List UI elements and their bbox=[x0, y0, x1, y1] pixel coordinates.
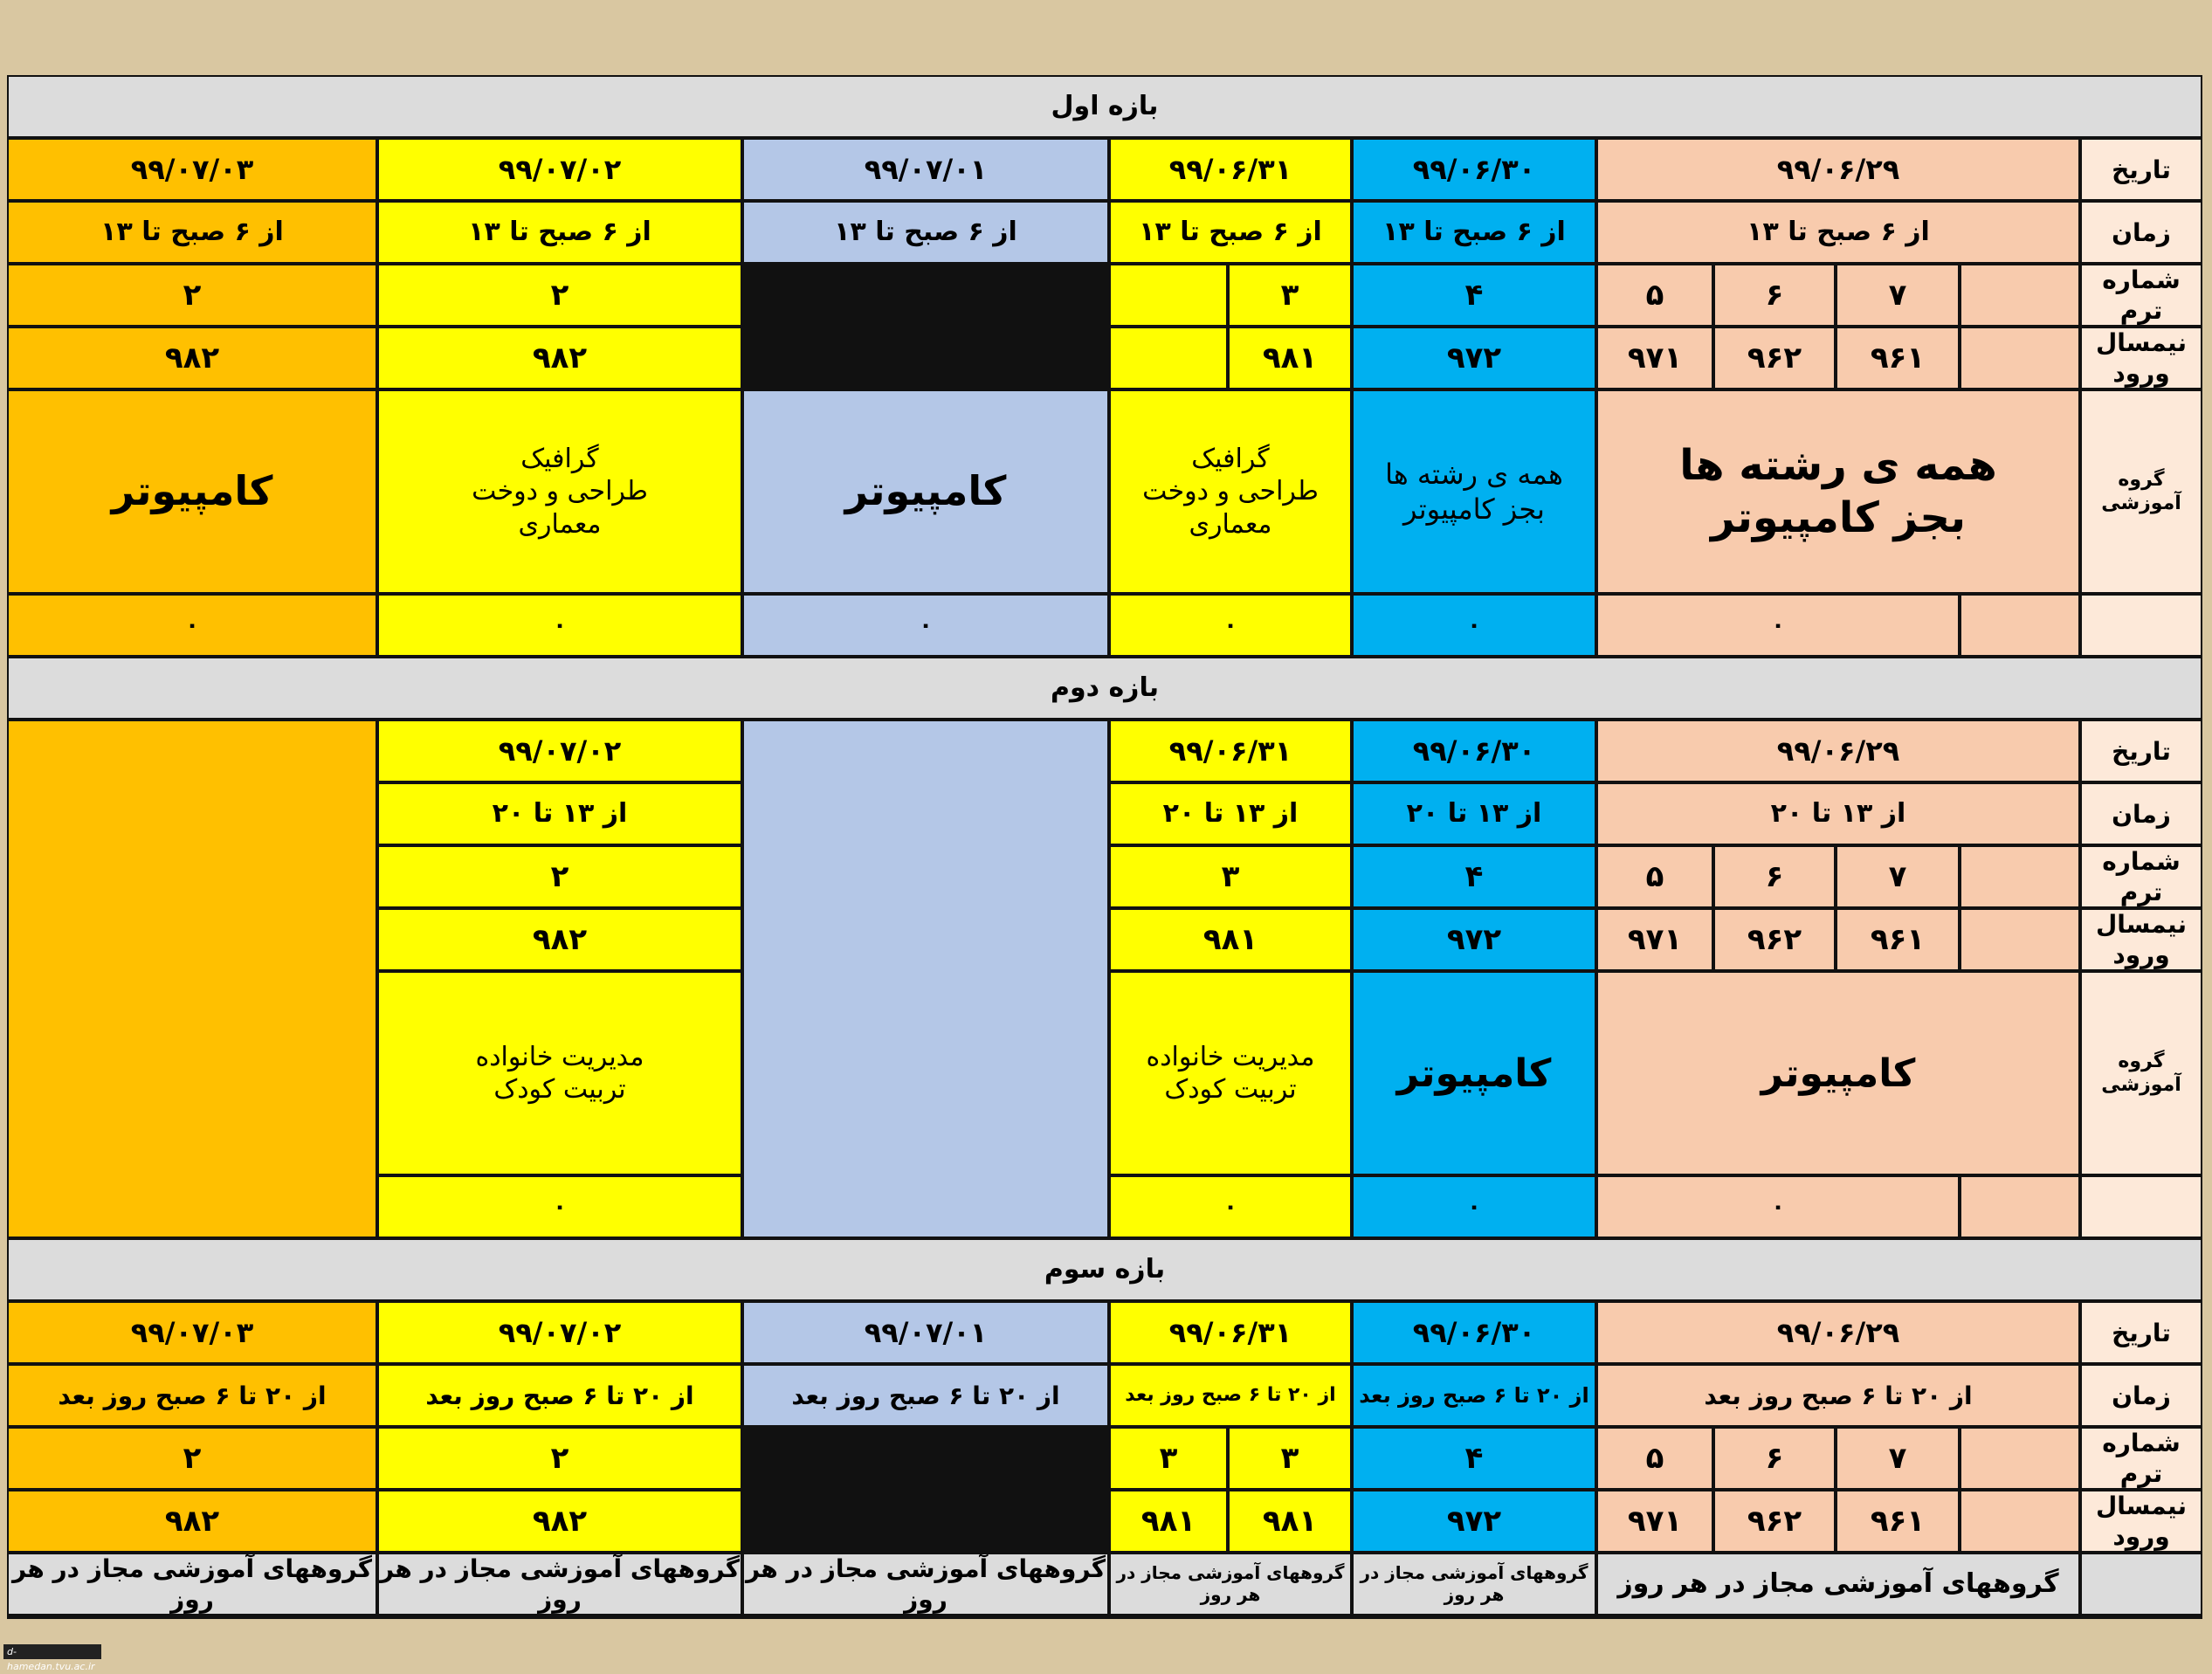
term-cell: ۲ bbox=[379, 1429, 741, 1488]
term-cell: ۴ bbox=[1354, 265, 1595, 325]
term-cell: ۴ bbox=[1354, 847, 1595, 906]
empty-column bbox=[9, 721, 376, 1237]
term-cell: ۵ bbox=[1598, 265, 1712, 325]
date-cell: ۹۹/۰۷/۰۱ bbox=[744, 1303, 1107, 1362]
term-cell: ۶ bbox=[1715, 847, 1834, 906]
zero-cell: ۰ bbox=[1598, 596, 1958, 655]
term-cell: ۶ bbox=[1715, 1429, 1834, 1488]
group-cell: همه ی رشته ها بجز کامپیوتر bbox=[1598, 391, 2078, 592]
label-entry: نیمسال ورود bbox=[2082, 328, 2201, 388]
time-cell: از ۲۰ تا ۶ صبح روز بعد bbox=[1111, 1366, 1350, 1425]
group-cell: گرافیک طراحی و دوخت معماری bbox=[1111, 391, 1350, 592]
label-time: زمان bbox=[2082, 1366, 2201, 1425]
allowed-groups-cell: گروههای آموزشی مجاز در هر روز bbox=[9, 1554, 376, 1614]
entry-cell: ۹۷۲ bbox=[1354, 328, 1595, 388]
zero-cell: ۰ bbox=[1111, 596, 1350, 655]
group-cell: مدیریت خانواده تربیت کودک bbox=[379, 973, 741, 1174]
entry-cell: ۹۸۱ bbox=[1111, 1491, 1226, 1551]
entry-cell: ۹۷۲ bbox=[1354, 910, 1595, 969]
entry-cell: ۹۸۲ bbox=[379, 1491, 741, 1551]
time-cell: از ۶ صبح تا ۱۳ bbox=[744, 203, 1107, 262]
entry-cell: ۹۸۱ bbox=[1230, 328, 1350, 388]
date-cell: ۹۹/۰۶/۳۰ bbox=[1354, 140, 1595, 199]
time-cell: از ۶ صبح تا ۱۳ bbox=[9, 203, 376, 262]
entry-cell: ۹۶۲ bbox=[1715, 910, 1834, 969]
term-cell-empty bbox=[1961, 847, 2078, 906]
date-cell: ۹۹/۰۷/۰۳ bbox=[9, 140, 376, 199]
zero-cell: ۰ bbox=[379, 596, 741, 655]
term-cell: ۷ bbox=[1837, 847, 1958, 906]
time-cell: از ۱۳ تا ۲۰ bbox=[1111, 784, 1350, 844]
time-cell: از ۶ صبح تا ۱۳ bbox=[379, 203, 741, 262]
entry-cell-empty bbox=[1961, 910, 2078, 969]
zero-cell: ۰ bbox=[744, 596, 1107, 655]
group-cell: کامپیوتر bbox=[1598, 973, 2078, 1174]
entry-cell: ۹۷۱ bbox=[1598, 910, 1712, 969]
label-date: تاریخ bbox=[2082, 721, 2201, 781]
entry-cell: ۹۷۱ bbox=[1598, 1491, 1712, 1551]
entry-cell: ۹۸۲ bbox=[9, 328, 376, 388]
term-cell: ۳ bbox=[1111, 1429, 1226, 1488]
group-cell: کامپیوتر bbox=[9, 391, 376, 592]
allowed-groups-cell: گروههای آموزشی مجاز در هر روز bbox=[745, 1554, 1106, 1614]
label-date: تاریخ bbox=[2082, 1303, 2201, 1362]
term-cell: ۲ bbox=[9, 265, 376, 325]
term-cell: ۵ bbox=[1598, 847, 1712, 906]
zero-cell: ۰ bbox=[1354, 596, 1595, 655]
entry-cell: ۹۷۲ bbox=[1354, 1491, 1595, 1551]
time-cell: از ۱۳ تا ۲۰ bbox=[379, 784, 741, 844]
time-cell: از ۱۳ تا ۲۰ bbox=[1354, 784, 1595, 844]
term-cell: ۲ bbox=[379, 847, 741, 906]
date-cell: ۹۹/۰۷/۰۲ bbox=[379, 1303, 741, 1362]
zero-cell: ۰ bbox=[1598, 1177, 1958, 1237]
date-cell: ۹۹/۰۶/۲۹ bbox=[1598, 721, 2078, 781]
term-cell-empty bbox=[1961, 265, 2078, 325]
label-term: شماره ترم bbox=[2082, 265, 2201, 325]
label-entry: نیمسال ورود bbox=[2082, 1491, 2201, 1551]
label-group: گروه آموزشی bbox=[2082, 391, 2201, 592]
date-cell: ۹۹/۰۷/۰۳ bbox=[9, 1303, 376, 1362]
section-title: بازه اول bbox=[9, 77, 2201, 136]
term-cell: ۷ bbox=[1837, 265, 1958, 325]
zero-cell-empty bbox=[1961, 1177, 2078, 1237]
entry-cell: ۹۸۲ bbox=[379, 328, 741, 388]
section-title: بازه سوم bbox=[9, 1240, 2201, 1299]
term-cell-empty bbox=[1961, 1429, 2078, 1488]
label-empty bbox=[2082, 1177, 2201, 1237]
date-cell: ۹۹/۰۷/۰۲ bbox=[379, 721, 741, 781]
time-cell: از ۶ صبح تا ۱۳ bbox=[1111, 203, 1350, 262]
zero-cell: ۰ bbox=[1354, 1177, 1595, 1237]
time-cell: از ۱۳ تا ۲۰ bbox=[1598, 784, 2078, 844]
entry-cell: ۹۶۱ bbox=[1837, 1491, 1958, 1551]
term-cell: ۲ bbox=[9, 1429, 376, 1488]
empty-column bbox=[744, 721, 1107, 1237]
group-cell: مدیریت خانواده تربیت کودک bbox=[1111, 973, 1350, 1174]
time-cell: از ۶ صبح تا ۱۳ bbox=[1354, 203, 1595, 262]
entry-cell-empty bbox=[1961, 328, 2078, 388]
entry-cell: ۹۶۲ bbox=[1715, 328, 1834, 388]
term-cell: ۳ bbox=[1111, 847, 1350, 906]
schedule-table bbox=[7, 75, 2202, 1619]
date-cell: ۹۹/۰۶/۳۰ bbox=[1354, 1303, 1595, 1362]
group-cell: کامپیوتر bbox=[744, 391, 1107, 592]
time-cell: از ۲۰ تا ۶ صبح روز بعد bbox=[1598, 1366, 2078, 1425]
entry-cell: ۹۸۲ bbox=[379, 910, 741, 969]
time-cell: از ۶ صبح تا ۱۳ bbox=[1598, 203, 2078, 262]
term-cell: ۳ bbox=[1230, 265, 1350, 325]
allowed-groups-cell: گروههای آموزشی مجاز در هر روز bbox=[1111, 1554, 1350, 1614]
term-cell: ۲ bbox=[379, 265, 741, 325]
entry-cell: ۹۶۲ bbox=[1715, 1491, 1834, 1551]
term-cell-empty bbox=[1111, 265, 1226, 325]
term-cell: ۵ bbox=[1598, 1429, 1712, 1488]
entry-cell-empty bbox=[1961, 1491, 2078, 1551]
time-cell: از ۲۰ تا ۶ صبح روز بعد bbox=[1354, 1366, 1595, 1425]
term-cell: ۴ bbox=[1354, 1429, 1595, 1488]
entry-cell: ۹۸۱ bbox=[1230, 1491, 1350, 1551]
label-date: تاریخ bbox=[2082, 140, 2201, 199]
zero-cell: ۰ bbox=[379, 1177, 741, 1237]
label-term: شماره ترم bbox=[2082, 1429, 2201, 1488]
date-cell: ۹۹/۰۷/۰۲ bbox=[379, 140, 741, 199]
allowed-groups-cell: گروههای آموزشی مجاز در هر روز bbox=[1598, 1554, 2078, 1614]
group-cell: همه ی رشته ها بجز کامپیوتر bbox=[1354, 391, 1595, 592]
section-title: بازه دوم bbox=[9, 658, 2201, 718]
entry-cell: ۹۶۱ bbox=[1837, 328, 1958, 388]
date-cell: ۹۹/۰۶/۳۱ bbox=[1111, 1303, 1350, 1362]
term-cell: ۶ bbox=[1715, 265, 1834, 325]
entry-cell: ۹۸۲ bbox=[9, 1491, 376, 1551]
term-cell: ۷ bbox=[1837, 1429, 1958, 1488]
date-cell: ۹۹/۰۶/۳۱ bbox=[1111, 140, 1350, 199]
allowed-groups-cell: گروههای آموزشی مجاز در هر روز bbox=[379, 1554, 741, 1614]
date-cell: ۹۹/۰۶/۳۰ bbox=[1354, 721, 1595, 781]
zero-cell: ۰ bbox=[1111, 1177, 1350, 1237]
term-cell: ۳ bbox=[1230, 1429, 1350, 1488]
date-cell: ۹۹/۰۷/۰۱ bbox=[744, 140, 1107, 199]
group-cell: کامپیوتر bbox=[1354, 973, 1595, 1174]
allowed-groups-cell: گروههای آموزشی مجاز در هر روز bbox=[1354, 1554, 1595, 1614]
entry-cell: ۹۷۱ bbox=[1598, 328, 1712, 388]
date-cell: ۹۹/۰۶/۳۱ bbox=[1111, 721, 1350, 781]
time-cell: از ۲۰ تا ۶ صبح روز بعد bbox=[379, 1366, 741, 1425]
label-group: گروه آموزشی bbox=[2082, 973, 2201, 1174]
date-cell: ۹۹/۰۶/۲۹ bbox=[1598, 140, 2078, 199]
entry-cell: ۹۶۱ bbox=[1837, 910, 1958, 969]
label-empty bbox=[2082, 1554, 2201, 1614]
time-cell: از ۲۰ تا ۶ صبح روز بعد bbox=[9, 1366, 376, 1425]
zero-cell-empty bbox=[1961, 596, 2078, 655]
footer-logo: d-hamedan.tvu.ac.ir bbox=[3, 1644, 101, 1659]
group-cell: گرافیک طراحی و دوخت معماری bbox=[379, 391, 741, 592]
time-cell: از ۲۰ تا ۶ صبح روز بعد bbox=[744, 1366, 1107, 1425]
label-time: زمان bbox=[2082, 784, 2201, 844]
label-term: شماره ترم bbox=[2082, 847, 2201, 906]
zero-cell: ۰ bbox=[9, 596, 376, 655]
entry-cell-empty bbox=[1111, 328, 1226, 388]
date-cell: ۹۹/۰۶/۲۹ bbox=[1598, 1303, 2078, 1362]
label-entry: نیمسال ورود bbox=[2082, 910, 2201, 969]
label-time: زمان bbox=[2082, 203, 2201, 262]
entry-cell: ۹۸۱ bbox=[1111, 910, 1350, 969]
label-empty bbox=[2082, 596, 2201, 655]
